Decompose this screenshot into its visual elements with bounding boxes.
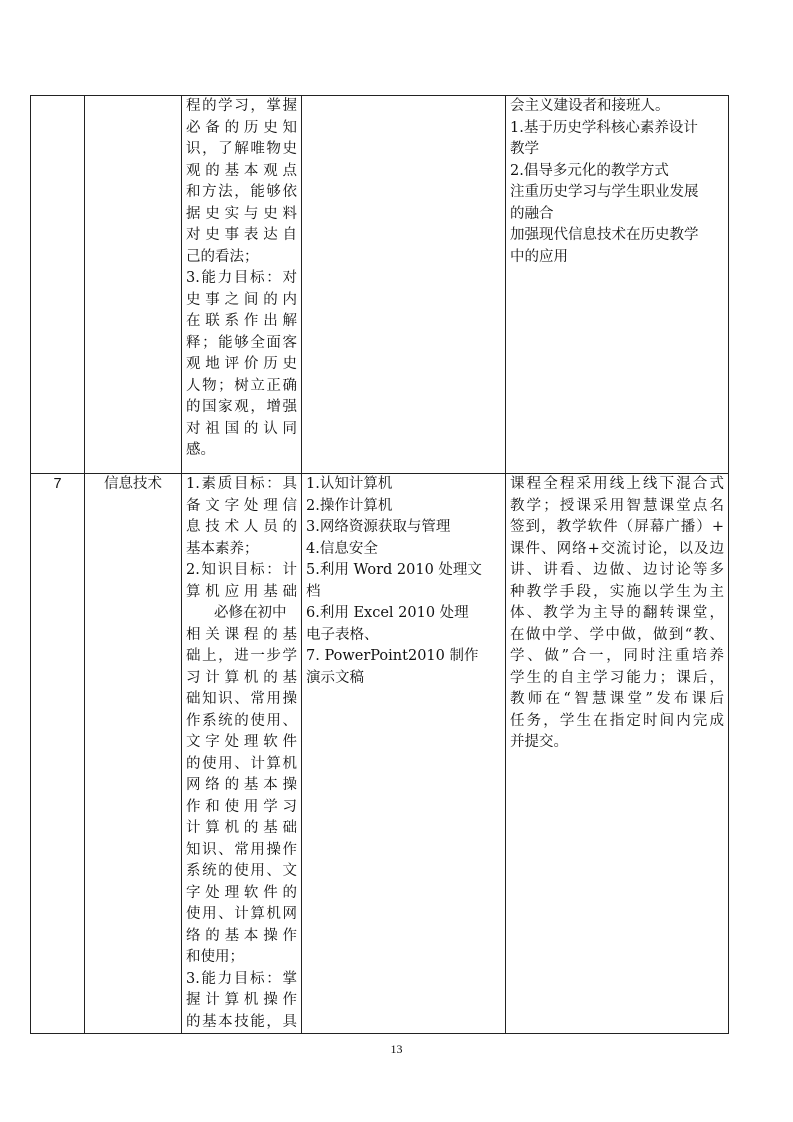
text-line: 课件、网络+交流讨论，以及边 xyxy=(510,540,724,557)
cell-content xyxy=(302,96,506,474)
text-line: 作系统的使用、 xyxy=(186,712,297,729)
text-line: 7. PowerPoint2010 制作 xyxy=(306,648,479,664)
cell-course-name: 信息技术 xyxy=(85,474,182,1034)
text-line: 和方法，能够依 xyxy=(186,184,297,200)
text-line: 教学；授课采用智慧课堂点名 xyxy=(510,497,724,514)
text-line: 3.能力目标：掌 xyxy=(186,970,297,987)
text-line: 会主义建设者和接班人。 xyxy=(510,98,670,114)
text-line: 使用、计算机网 xyxy=(186,906,297,922)
cell-teaching xyxy=(506,96,729,474)
course-table xyxy=(30,95,729,1034)
text-line: 在联系作出解 xyxy=(186,313,297,329)
text-line: 握计算机操作 xyxy=(186,992,297,1008)
text-line: 3.网络资源获取与管理 xyxy=(306,519,451,535)
text-line: 在做中学、学中做，做到“教、 xyxy=(510,626,724,643)
text-line: 1.基于历史学科核心素养设计 xyxy=(510,119,698,136)
text-line: 任务，学生在指定时间内完成 xyxy=(510,712,724,729)
cell-objectives xyxy=(182,474,302,1034)
text-line: 算机应用基础 xyxy=(186,583,297,600)
text-line: 释；能够全面客 xyxy=(186,334,297,351)
text-line: 观的基本观点 xyxy=(186,162,297,179)
cell-course-name xyxy=(85,96,182,474)
text-line: 课程全程采用线上线下混合式 xyxy=(510,476,724,492)
cell-objectives xyxy=(182,96,302,474)
text-line: 作和使用学习 xyxy=(186,798,297,815)
text-line: 网络的基本操 xyxy=(186,777,297,793)
text-line: 础知识、常用操 xyxy=(186,691,297,707)
text-line: 的基本技能，具 xyxy=(186,1013,297,1030)
text-line: 的融合 xyxy=(510,205,554,222)
text-line: 4.信息安全 xyxy=(306,540,378,557)
text-line: 加强现代信息技术在历史教学 xyxy=(510,227,699,243)
text-line: 2.知识目标：计 xyxy=(186,562,297,578)
text-line: 电子表格、 xyxy=(306,626,379,643)
text-line: 体、教学为主导的翻转课堂， xyxy=(510,605,724,621)
text-line: 观地评价历史 xyxy=(186,356,297,372)
text-line: 备文字处理信 xyxy=(186,497,297,514)
text-line: 档 xyxy=(306,583,321,600)
text-line: 2.操作计算机 xyxy=(306,497,393,514)
text-line: 6.利用 Excel 2010 处理 xyxy=(306,605,469,621)
text-line: 1.认知计算机 xyxy=(306,476,393,492)
text-line: 对祖国的认同 xyxy=(186,420,297,437)
text-line: 中的应用 xyxy=(510,248,568,265)
text-line: 础上，进一步学 xyxy=(186,648,297,664)
text-line: 系统的使用、文 xyxy=(186,863,297,879)
text-line: 种教学手段，实施以学生为主 xyxy=(510,583,724,600)
text-line: 必修在初中 xyxy=(214,605,287,621)
page-number: 13 xyxy=(390,1042,403,1056)
text-line: 5.利用 Word 2010 处理文 xyxy=(306,562,482,578)
text-line: 的使用、计算机 xyxy=(186,755,297,772)
text-line: 对史事表达自 xyxy=(186,227,297,243)
text-line: 必备的历史知 xyxy=(186,119,297,136)
text-line: 习计算机的基 xyxy=(186,669,297,686)
text-line: 据史实与史料 xyxy=(186,205,297,222)
text-line: 己的看法； xyxy=(186,248,259,265)
text-line: 程的学习，掌握 xyxy=(186,98,297,114)
text-line: 人物；树立正确 xyxy=(186,377,297,394)
text-line: 教学 xyxy=(510,141,539,157)
text-line: 3.能力目标：对 xyxy=(186,270,297,286)
text-line: 知识、常用操作 xyxy=(186,841,297,858)
text-line: 签到，教学软件（屏幕广播）+ xyxy=(510,519,724,535)
text-line: 的国家观，增强 xyxy=(186,399,297,415)
text-line: 基本素养； xyxy=(186,540,259,557)
text-line: 史事之间的内 xyxy=(186,291,297,308)
text-line: 相关课程的基 xyxy=(186,626,297,643)
text-line: 字处理软件的 xyxy=(186,884,297,901)
text-line: 讲、讲看、边做、边讨论等多 xyxy=(510,562,724,578)
text-line: 息技术人员的 xyxy=(186,519,297,535)
text-line: 感。 xyxy=(186,442,215,458)
text-line: 并提交。 xyxy=(510,734,568,750)
text-line: 注重历史学习与学生职业发展 xyxy=(510,184,699,200)
table-row-continued xyxy=(31,96,729,474)
text-line: 教师在“智慧课堂”发布课后 xyxy=(510,691,724,707)
text-line: 学生的自主学习能力；课后， xyxy=(510,669,724,686)
text-line: 文字处理软件 xyxy=(186,734,297,750)
cell-number xyxy=(31,96,85,474)
text-line: 2.倡导多元化的教学方式 xyxy=(510,162,669,179)
text-line: 和使用； xyxy=(186,949,244,965)
cell-content xyxy=(302,474,506,1034)
cell-number: 7 xyxy=(31,474,85,1034)
text-line: 识，了解唯物史 xyxy=(186,141,297,157)
cell-teaching xyxy=(506,474,729,1034)
text-line: 学、做”合一，同时注重培养 xyxy=(510,648,724,664)
text-line: 络的基本操作 xyxy=(186,927,297,944)
text-line: 演示文稿 xyxy=(306,669,364,686)
text-line: 计算机的基础 xyxy=(186,820,297,836)
text-line: 1.素质目标：具 xyxy=(186,476,297,492)
table-row-7 xyxy=(31,474,729,1034)
